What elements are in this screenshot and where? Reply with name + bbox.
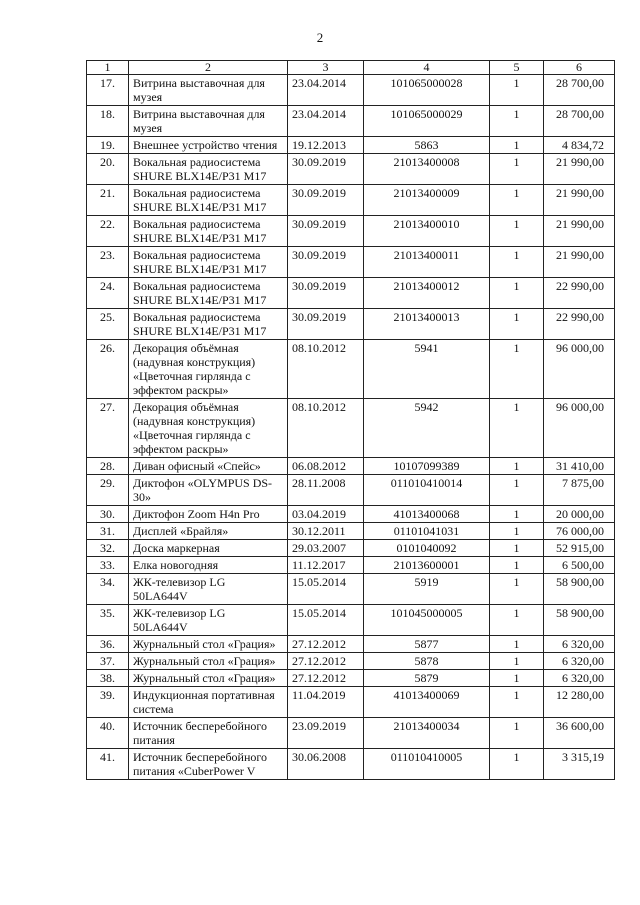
item-name: Источник бесперебойного питания «CuberPower V xyxy=(129,749,288,780)
table-row xyxy=(87,574,615,605)
quantity: 1 xyxy=(490,399,544,458)
item-name: Источник бесперебойного питания xyxy=(129,718,288,749)
item-name: Вокальная радиосистема SHURE BLX14E/P31 M17 xyxy=(129,185,288,216)
item-name: Дисплей «Брайля» xyxy=(129,523,288,540)
row-number: 18. xyxy=(87,106,129,137)
quantity: 1 xyxy=(490,574,544,605)
inventory-code: 5877 xyxy=(364,636,490,653)
table-row xyxy=(87,475,615,506)
row-number: 36. xyxy=(87,636,129,653)
amount: 21 990,00 xyxy=(544,154,615,185)
quantity: 1 xyxy=(490,653,544,670)
amount: 22 990,00 xyxy=(544,309,615,340)
amount: 58 900,00 xyxy=(544,605,615,636)
item-name: Витрина выставочная для музея xyxy=(129,106,288,137)
acquisition-date: 30.09.2019 xyxy=(288,185,364,216)
row-number: 20. xyxy=(87,154,129,185)
row-number: 41. xyxy=(87,749,129,780)
quantity: 1 xyxy=(490,557,544,574)
quantity: 1 xyxy=(490,718,544,749)
inventory-code: 21013400010 xyxy=(364,216,490,247)
quantity: 1 xyxy=(490,247,544,278)
quantity: 1 xyxy=(490,216,544,247)
inventory-code: 01101041031 xyxy=(364,523,490,540)
amount: 28 700,00 xyxy=(544,75,615,106)
acquisition-date: 29.03.2007 xyxy=(288,540,364,557)
acquisition-date: 23.09.2019 xyxy=(288,718,364,749)
amount: 28 700,00 xyxy=(544,106,615,137)
amount: 3 315,19 xyxy=(544,749,615,780)
amount: 20 000,00 xyxy=(544,506,615,523)
inventory-code: 101045000005 xyxy=(364,605,490,636)
item-name: ЖК-телевизор LG 50LA644V xyxy=(129,574,288,605)
amount: 22 990,00 xyxy=(544,278,615,309)
amount: 6 320,00 xyxy=(544,636,615,653)
amount: 21 990,00 xyxy=(544,247,615,278)
inventory-code: 011010410014 xyxy=(364,475,490,506)
acquisition-date: 15.05.2014 xyxy=(288,605,364,636)
inventory-code: 21013400013 xyxy=(364,309,490,340)
amount: 21 990,00 xyxy=(544,185,615,216)
item-name: Вокальная радиосистема SHURE BLX14E/P31 M17 xyxy=(129,278,288,309)
quantity: 1 xyxy=(490,506,544,523)
acquisition-date: 03.04.2019 xyxy=(288,506,364,523)
quantity: 1 xyxy=(490,687,544,718)
table-row xyxy=(87,718,615,749)
amount: 6 320,00 xyxy=(544,670,615,687)
row-number: 17. xyxy=(87,75,129,106)
item-name: Журнальный стол «Грация» xyxy=(129,636,288,653)
row-number: 32. xyxy=(87,540,129,557)
amount: 58 900,00 xyxy=(544,574,615,605)
acquisition-date: 15.05.2014 xyxy=(288,574,364,605)
row-number: 29. xyxy=(87,475,129,506)
inventory-table xyxy=(86,60,615,780)
row-number: 24. xyxy=(87,278,129,309)
column-number: 3 xyxy=(288,61,364,75)
acquisition-date: 08.10.2012 xyxy=(288,340,364,399)
inventory-code: 21013400034 xyxy=(364,718,490,749)
row-number: 34. xyxy=(87,574,129,605)
table-row xyxy=(87,653,615,670)
inventory-code: 21013400012 xyxy=(364,278,490,309)
table-row xyxy=(87,154,615,185)
quantity: 1 xyxy=(490,540,544,557)
acquisition-date: 27.12.2012 xyxy=(288,636,364,653)
row-number: 37. xyxy=(87,653,129,670)
quantity: 1 xyxy=(490,523,544,540)
item-name: Журнальный стол «Грация» xyxy=(129,653,288,670)
row-number: 38. xyxy=(87,670,129,687)
table-row xyxy=(87,340,615,399)
inventory-code: 0101040092 xyxy=(364,540,490,557)
table-row xyxy=(87,137,615,154)
row-number: 22. xyxy=(87,216,129,247)
row-number: 27. xyxy=(87,399,129,458)
row-number: 30. xyxy=(87,506,129,523)
item-name: ЖК-телевизор LG 50LA644V xyxy=(129,605,288,636)
item-name: Диктофон «OLYMPUS DS-30» xyxy=(129,475,288,506)
item-name: Журнальный стол «Грация» xyxy=(129,670,288,687)
table-row xyxy=(87,557,615,574)
quantity: 1 xyxy=(490,154,544,185)
amount: 7 875,00 xyxy=(544,475,615,506)
column-number: 6 xyxy=(544,61,615,75)
table-row xyxy=(87,506,615,523)
item-name: Декорация объёмная (надувная конструкция) «Цветочная гирлянда с эффектом раскры» xyxy=(129,340,288,399)
inventory-code: 21013600001 xyxy=(364,557,490,574)
row-number: 31. xyxy=(87,523,129,540)
amount: 31 410,00 xyxy=(544,458,615,475)
item-name: Елка новогодняя xyxy=(129,557,288,574)
row-number: 25. xyxy=(87,309,129,340)
item-name: Диван офисный «Спейс» xyxy=(129,458,288,475)
amount: 96 000,00 xyxy=(544,340,615,399)
row-number: 26. xyxy=(87,340,129,399)
acquisition-date: 30.09.2019 xyxy=(288,278,364,309)
table-row xyxy=(87,278,615,309)
item-name: Витрина выставочная для музея xyxy=(129,75,288,106)
amount: 6 320,00 xyxy=(544,653,615,670)
inventory-code: 5941 xyxy=(364,340,490,399)
acquisition-date: 30.12.2011 xyxy=(288,523,364,540)
acquisition-date: 11.12.2017 xyxy=(288,557,364,574)
quantity: 1 xyxy=(490,605,544,636)
item-name: Внешнее устройство чтения xyxy=(129,137,288,154)
row-number: 35. xyxy=(87,605,129,636)
table-row xyxy=(87,687,615,718)
acquisition-date: 27.12.2012 xyxy=(288,653,364,670)
inventory-code: 011010410005 xyxy=(364,749,490,780)
quantity: 1 xyxy=(490,278,544,309)
inventory-code: 41013400068 xyxy=(364,506,490,523)
acquisition-date: 28.11.2008 xyxy=(288,475,364,506)
quantity: 1 xyxy=(490,106,544,137)
quantity: 1 xyxy=(490,185,544,216)
quantity: 1 xyxy=(490,636,544,653)
table-row xyxy=(87,309,615,340)
amount: 36 600,00 xyxy=(544,718,615,749)
inventory-code: 101065000028 xyxy=(364,75,490,106)
table-row xyxy=(87,540,615,557)
acquisition-date: 08.10.2012 xyxy=(288,399,364,458)
inventory-code: 5942 xyxy=(364,399,490,458)
item-name: Индукционная портативная система xyxy=(129,687,288,718)
row-number: 40. xyxy=(87,718,129,749)
quantity: 1 xyxy=(490,670,544,687)
inventory-code: 5879 xyxy=(364,670,490,687)
table-row xyxy=(87,75,615,106)
table-row xyxy=(87,749,615,780)
acquisition-date: 06.08.2012 xyxy=(288,458,364,475)
row-number: 23. xyxy=(87,247,129,278)
inventory-code: 5878 xyxy=(364,653,490,670)
acquisition-date: 19.12.2013 xyxy=(288,137,364,154)
table-row xyxy=(87,636,615,653)
amount: 12 280,00 xyxy=(544,687,615,718)
item-name: Декорация объёмная (надувная конструкция) «Цветочная гирлянда с эффектом раскры» xyxy=(129,399,288,458)
table-row xyxy=(87,399,615,458)
inventory-code: 21013400011 xyxy=(364,247,490,278)
table-row xyxy=(87,216,615,247)
amount: 96 000,00 xyxy=(544,399,615,458)
inventory-code: 21013400008 xyxy=(364,154,490,185)
row-number: 28. xyxy=(87,458,129,475)
table-row xyxy=(87,185,615,216)
acquisition-date: 11.04.2019 xyxy=(288,687,364,718)
item-name: Доска маркерная xyxy=(129,540,288,557)
quantity: 1 xyxy=(490,475,544,506)
row-number: 19. xyxy=(87,137,129,154)
table-row xyxy=(87,523,615,540)
inventory-table-body xyxy=(87,61,615,780)
acquisition-date: 23.04.2014 xyxy=(288,106,364,137)
page-number: 2 xyxy=(316,30,324,45)
amount: 4 834,72 xyxy=(544,137,615,154)
table-row xyxy=(87,458,615,475)
item-name: Вокальная радиосистема SHURE BLX14E/P31 M17 xyxy=(129,216,288,247)
quantity: 1 xyxy=(490,340,544,399)
inventory-code: 41013400069 xyxy=(364,687,490,718)
amount: 6 500,00 xyxy=(544,557,615,574)
quantity: 1 xyxy=(490,309,544,340)
table-row xyxy=(87,247,615,278)
column-number-row xyxy=(87,61,615,75)
column-number: 5 xyxy=(490,61,544,75)
row-number: 39. xyxy=(87,687,129,718)
table-row xyxy=(87,605,615,636)
acquisition-date: 30.09.2019 xyxy=(288,154,364,185)
row-number: 33. xyxy=(87,557,129,574)
column-number: 1 xyxy=(87,61,129,75)
table-row xyxy=(87,670,615,687)
acquisition-date: 27.12.2012 xyxy=(288,670,364,687)
item-name: Диктофон Zoom H4n Pro xyxy=(129,506,288,523)
inventory-code: 10107099389 xyxy=(364,458,490,475)
acquisition-date: 30.06.2008 xyxy=(288,749,364,780)
item-name: Вокальная радиосистема SHURE BLX14E/P31 M17 xyxy=(129,154,288,185)
inventory-code: 101065000029 xyxy=(364,106,490,137)
quantity: 1 xyxy=(490,75,544,106)
column-number: 2 xyxy=(129,61,288,75)
inventory-code: 5919 xyxy=(364,574,490,605)
quantity: 1 xyxy=(490,749,544,780)
amount: 52 915,00 xyxy=(544,540,615,557)
acquisition-date: 23.04.2014 xyxy=(288,75,364,106)
quantity: 1 xyxy=(490,458,544,475)
item-name: Вокальная радиосистема SHURE BLX14E/P31 M17 xyxy=(129,309,288,340)
item-name: Вокальная радиосистема SHURE BLX14E/P31 M17 xyxy=(129,247,288,278)
row-number: 21. xyxy=(87,185,129,216)
acquisition-date: 30.09.2019 xyxy=(288,216,364,247)
acquisition-date: 30.09.2019 xyxy=(288,309,364,340)
table-row xyxy=(87,106,615,137)
amount: 21 990,00 xyxy=(544,216,615,247)
inventory-code: 5863 xyxy=(364,137,490,154)
acquisition-date: 30.09.2019 xyxy=(288,247,364,278)
column-number: 4 xyxy=(364,61,490,75)
quantity: 1 xyxy=(490,137,544,154)
amount: 76 000,00 xyxy=(544,523,615,540)
inventory-code: 21013400009 xyxy=(364,185,490,216)
